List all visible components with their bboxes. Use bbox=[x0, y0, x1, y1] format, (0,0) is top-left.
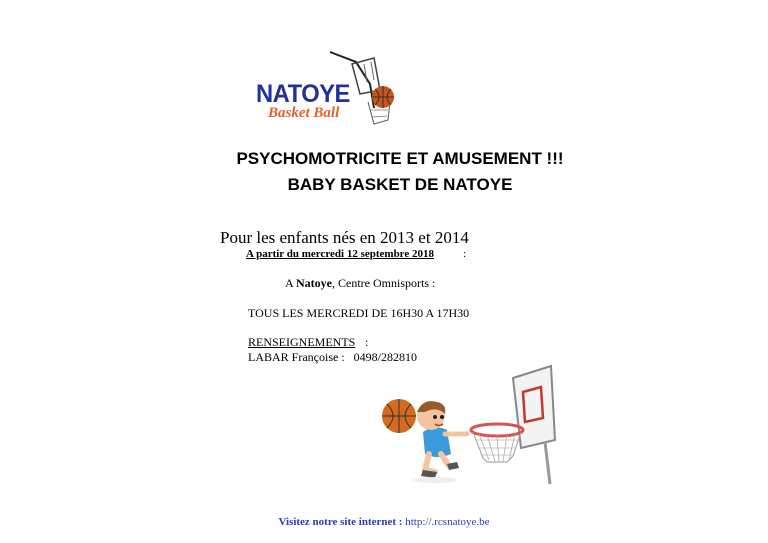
footer-label: Visitez notre site internet : bbox=[278, 516, 403, 528]
location-text bbox=[285, 276, 435, 291]
start-date-text: A partir du mercredi 12 septembre 2018 bbox=[246, 248, 434, 260]
logo-subtitle: Basket Ball bbox=[268, 105, 340, 121]
headline-2: BABY BASKET DE NATOYE bbox=[287, 175, 513, 194]
schedule-text: TOUS LES MERCREDI DE 16H30 A 17H30 bbox=[248, 306, 470, 320]
info-colon: : bbox=[365, 335, 369, 349]
location-name: Natoye bbox=[296, 276, 333, 290]
contact-text: LABAR Françoise : 0498/282810 bbox=[248, 350, 417, 364]
boy-figure-icon bbox=[417, 401, 467, 478]
location-prefix: A bbox=[285, 276, 297, 290]
logo-name: NATOYE bbox=[256, 80, 350, 108]
age-group-text: Pour les enfants nés en 2013 et 2014 bbox=[220, 228, 469, 247]
website-link[interactable]: http://.rcsnatoye.be bbox=[405, 516, 490, 528]
basketball-icon bbox=[382, 399, 416, 433]
headline-1: PSYCHOMOTRICITE ET AMUSEMENT !!! bbox=[236, 149, 564, 168]
footer bbox=[0, 516, 768, 528]
start-colon: : bbox=[463, 248, 467, 260]
child-basketball-illustration bbox=[375, 362, 575, 487]
location-suffix: , Centre Omnisports : bbox=[332, 276, 436, 290]
info-label: RENSEIGNEMENTS bbox=[248, 335, 356, 349]
hoop-net-icon bbox=[471, 424, 523, 462]
start-date bbox=[246, 248, 434, 260]
backboard-icon bbox=[513, 366, 555, 484]
